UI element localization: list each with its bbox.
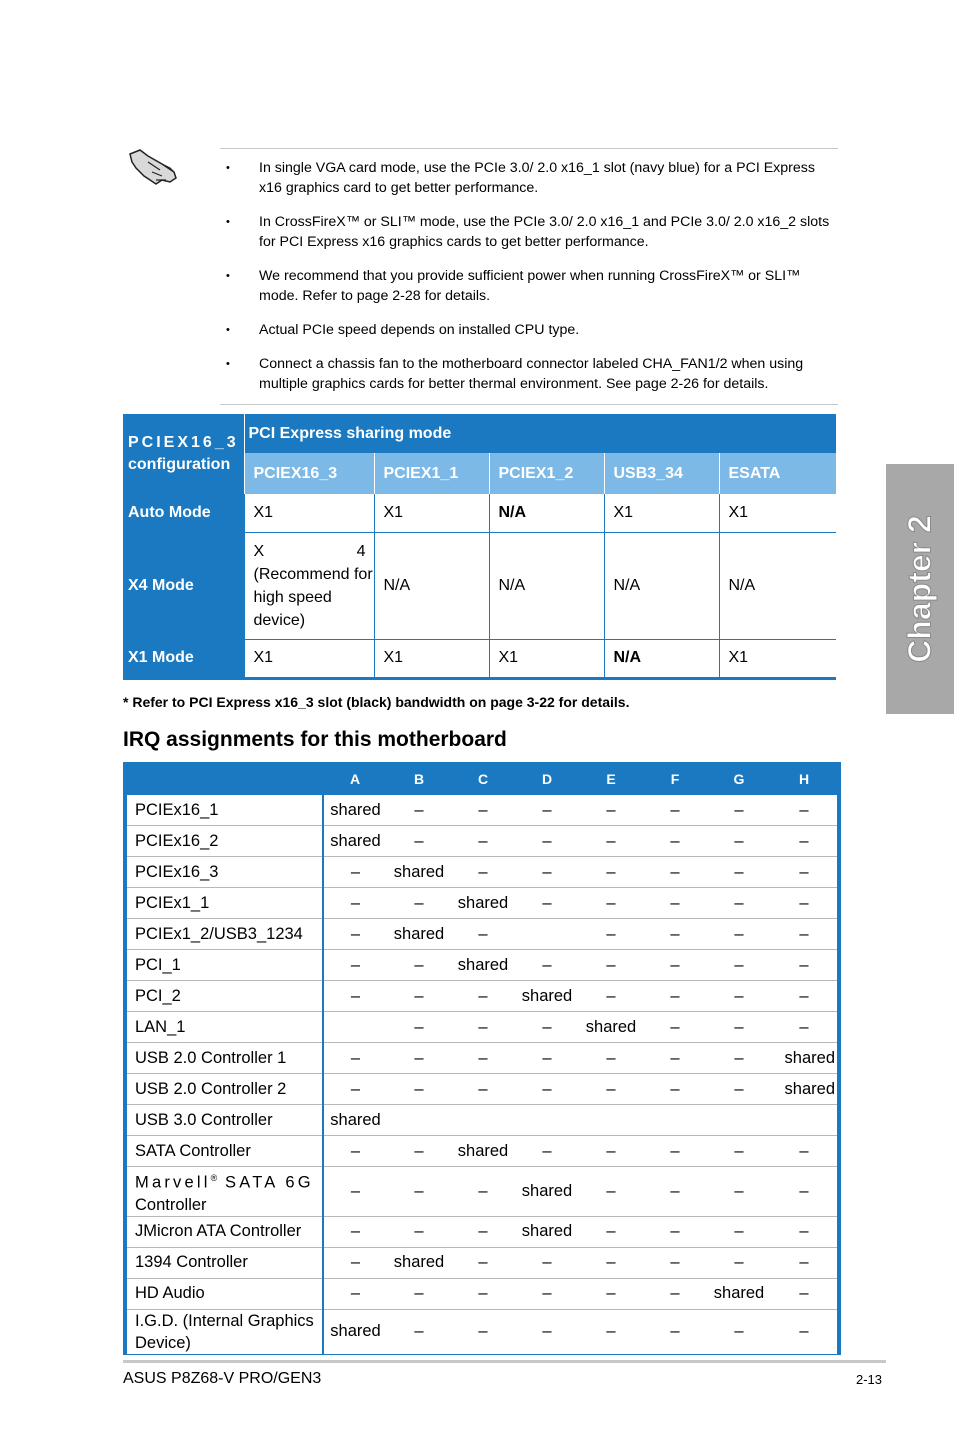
irq-cell: –	[323, 1074, 387, 1105]
irq-cell: shared	[771, 1043, 837, 1074]
table-row	[127, 1136, 837, 1167]
irq-cell: –	[323, 1167, 387, 1217]
pcie-row-label: X1 Mode	[128, 649, 194, 666]
irq-cell: –	[771, 826, 837, 857]
irq-cell: –	[707, 1136, 771, 1167]
irq-cell: –	[771, 1167, 837, 1217]
table-row	[127, 1167, 837, 1217]
irq-cell: –	[579, 795, 643, 826]
irq-device-name: USB 3.0 Controller	[127, 1105, 323, 1136]
irq-cell: –	[771, 919, 837, 950]
irq-cell: –	[387, 1278, 451, 1309]
irq-cell: –	[579, 1247, 643, 1278]
irq-cell: –	[579, 1216, 643, 1247]
irq-cell: –	[707, 1247, 771, 1278]
irq-cell	[771, 1105, 837, 1136]
pcie-row-label: X4 Mode	[128, 576, 194, 594]
irq-cell: –	[771, 857, 837, 888]
pcie-cell: X1	[244, 639, 374, 677]
irq-cell: –	[707, 1012, 771, 1043]
irq-cell: –	[643, 1278, 707, 1309]
table-row	[127, 981, 837, 1012]
pcie-corner-header: PCIEX16_3 configuration	[128, 434, 239, 473]
irq-cell: –	[579, 888, 643, 919]
pcie-col-header: PCIEX1_1	[374, 453, 489, 494]
irq-device-name: USB 2.0 Controller 2	[127, 1074, 323, 1105]
pcie-group-header: PCI Express sharing mode	[244, 414, 836, 453]
irq-cell: –	[643, 981, 707, 1012]
irq-cell: –	[643, 1074, 707, 1105]
pcie-cell: X1	[719, 639, 836, 677]
irq-cell: –	[387, 1074, 451, 1105]
irq-cell: –	[771, 981, 837, 1012]
irq-header-blank	[127, 762, 323, 795]
irq-device-name: PCI_2	[127, 981, 323, 1012]
pcie-sharing-table	[123, 414, 836, 680]
pcie-cell: N/A	[489, 532, 604, 639]
table-row	[127, 857, 837, 888]
irq-cell: –	[771, 950, 837, 981]
irq-col-header: H	[798, 770, 810, 787]
pcie-footnote: * Refer to PCI Express x16_3 slot (black) bandwidth on page 3-22 for details.	[123, 694, 630, 710]
irq-device-name: PCI_1	[127, 950, 323, 981]
irq-cell: –	[579, 857, 643, 888]
irq-cell: –	[707, 795, 771, 826]
pcie-cell: N/A	[604, 639, 719, 677]
irq-cell: –	[387, 888, 451, 919]
irq-cell: –	[579, 1167, 643, 1217]
irq-cell: –	[451, 981, 515, 1012]
irq-col-header: A	[349, 770, 361, 787]
irq-cell: shared	[515, 1216, 579, 1247]
irq-cell: –	[707, 1167, 771, 1217]
irq-cell: –	[451, 919, 515, 950]
pcie-cell: X1	[604, 494, 719, 532]
irq-cell	[707, 1105, 771, 1136]
irq-cell: –	[707, 826, 771, 857]
irq-cell: –	[643, 888, 707, 919]
irq-cell: –	[451, 795, 515, 826]
irq-cell	[515, 919, 579, 950]
irq-cell: –	[387, 1216, 451, 1247]
pcie-col-header: USB3_34	[604, 453, 719, 494]
irq-cell: –	[515, 1247, 579, 1278]
irq-cell: –	[451, 1278, 515, 1309]
pcie-cell: N/A	[374, 532, 489, 639]
irq-cell: –	[707, 857, 771, 888]
irq-cell: –	[579, 919, 643, 950]
irq-cell: –	[515, 826, 579, 857]
irq-cell: –	[515, 1012, 579, 1043]
irq-cell: –	[515, 857, 579, 888]
irq-col-header: G	[733, 770, 745, 787]
irq-cell: –	[451, 1309, 515, 1354]
irq-cell	[579, 1105, 643, 1136]
irq-cell: –	[451, 1074, 515, 1105]
table-row	[127, 1278, 837, 1309]
irq-cell: –	[707, 1216, 771, 1247]
table-row	[127, 1105, 837, 1136]
table-row	[127, 795, 837, 826]
irq-cell: –	[515, 795, 579, 826]
irq-cell: –	[323, 1278, 387, 1309]
irq-cell: –	[643, 1167, 707, 1217]
table-row	[127, 919, 837, 950]
irq-cell: shared	[323, 826, 387, 857]
irq-col-header: D	[541, 770, 553, 787]
irq-cell: –	[643, 1247, 707, 1278]
irq-cell: –	[323, 1247, 387, 1278]
irq-cell: –	[323, 1043, 387, 1074]
irq-cell: –	[643, 1309, 707, 1354]
footer-page-number: 2-13	[856, 1372, 883, 1387]
irq-cell: –	[643, 1043, 707, 1074]
irq-cell: –	[643, 919, 707, 950]
irq-device-name: PCIEx1_1	[127, 888, 323, 919]
irq-cell: –	[771, 1278, 837, 1309]
irq-device-name: JMicron ATA Controller	[127, 1216, 323, 1247]
irq-cell: shared	[451, 888, 515, 919]
irq-device-name: SATA Controller	[127, 1136, 323, 1167]
irq-cell: shared	[515, 981, 579, 1012]
pcie-cell: X1	[244, 494, 374, 532]
irq-cell: shared	[387, 857, 451, 888]
irq-table	[123, 762, 841, 1355]
pcie-cell: X1	[719, 494, 836, 532]
table-row	[127, 950, 837, 981]
irq-cell	[515, 1105, 579, 1136]
irq-device-name: LAN_1	[127, 1012, 323, 1043]
irq-cell: –	[515, 950, 579, 981]
irq-cell: –	[707, 1309, 771, 1354]
irq-cell: –	[643, 857, 707, 888]
table-row	[127, 1043, 837, 1074]
pcie-row-label: Auto Mode	[128, 504, 211, 521]
pcie-row-x4	[123, 532, 836, 639]
pcie-row-x1	[123, 639, 836, 677]
note-item: • Connect a chassis fan to the motherboard connector labeled CHA_FAN1/2 when using multiple graphics cards for better thermal environment. See page 2-26 for details.	[226, 356, 804, 392]
irq-cell: –	[771, 1309, 837, 1354]
irq-cell: –	[323, 857, 387, 888]
table-row	[127, 826, 837, 857]
irq-cell: –	[451, 1167, 515, 1217]
irq-cell: –	[451, 857, 515, 888]
pcie-cell: N/A	[604, 532, 719, 639]
irq-cell: –	[707, 1074, 771, 1105]
note-item: • In CrossFireX™ or SLI™ mode, use the PCIe 3.0/ 2.0 x16_1 and PCIe 3.0/ 2.0 x16_2 slots for PCI Express x16 graphics cards to get better performance.	[226, 214, 830, 250]
irq-cell: –	[515, 1309, 579, 1354]
irq-cell: –	[451, 1247, 515, 1278]
irq-cell: –	[643, 795, 707, 826]
pcie-row-auto	[123, 494, 836, 532]
pcie-cell: X1	[489, 639, 604, 677]
irq-cell: –	[771, 795, 837, 826]
irq-cell: –	[387, 826, 451, 857]
irq-section-title: IRQ assignments for this motherboard	[123, 728, 507, 751]
irq-device-name: PCIEx16_1	[127, 795, 323, 826]
irq-cell: –	[643, 950, 707, 981]
note-item: • We recommend that you provide sufficient power when running CrossFireX™ or SLI™ mode. Refer to page 2-28 for details.	[226, 268, 801, 304]
irq-cell: –	[387, 950, 451, 981]
irq-device-name: 1394 Controller	[127, 1247, 323, 1278]
irq-col-header: E	[606, 770, 616, 787]
irq-cell: –	[387, 981, 451, 1012]
irq-cell: –	[579, 1309, 643, 1354]
irq-device-name: PCIEx16_2	[127, 826, 323, 857]
irq-cell: –	[323, 888, 387, 919]
pcie-cell-x4-recommend: X 4 (Recommend for high speed device)	[244, 532, 374, 639]
irq-cell: –	[707, 981, 771, 1012]
irq-cell: –	[707, 950, 771, 981]
chapter-tab-label: Chapter 2	[901, 515, 938, 663]
irq-cell: shared	[387, 919, 451, 950]
irq-cell: shared	[323, 1309, 387, 1354]
chapter-tab	[886, 464, 954, 714]
irq-cell: –	[579, 981, 643, 1012]
irq-cell: –	[579, 1074, 643, 1105]
irq-cell: –	[323, 1216, 387, 1247]
irq-cell: –	[579, 1136, 643, 1167]
table-row	[127, 1309, 837, 1354]
irq-cell: –	[323, 950, 387, 981]
note-bottom-rule	[220, 404, 838, 405]
irq-cell	[323, 1012, 387, 1043]
irq-cell: –	[771, 1216, 837, 1247]
irq-device-name: USB 2.0 Controller 1	[127, 1043, 323, 1074]
irq-device-name: HD Audio	[127, 1278, 323, 1309]
irq-cell: shared	[579, 1012, 643, 1043]
irq-cell: –	[387, 1136, 451, 1167]
pcie-cell: N/A	[489, 494, 604, 532]
irq-cell: –	[579, 1043, 643, 1074]
pcie-cell: N/A	[719, 532, 836, 639]
irq-cell: shared	[515, 1167, 579, 1217]
irq-cell: –	[643, 826, 707, 857]
table-row	[127, 1247, 837, 1278]
irq-col-header: B	[413, 770, 425, 787]
irq-cell: –	[771, 1247, 837, 1278]
irq-col-header: C	[477, 770, 489, 787]
irq-cell: –	[515, 1043, 579, 1074]
table-row	[127, 888, 837, 919]
pcie-cell: X1	[374, 639, 489, 677]
footer-rule	[123, 1360, 886, 1363]
irq-cell: shared	[451, 950, 515, 981]
irq-cell: –	[707, 888, 771, 919]
pcie-cell: X1	[374, 494, 489, 532]
irq-cell: –	[579, 950, 643, 981]
irq-cell: –	[707, 1043, 771, 1074]
irq-cell: –	[451, 1043, 515, 1074]
note-top-rule	[220, 148, 838, 149]
irq-cell: –	[643, 1136, 707, 1167]
irq-cell: –	[451, 826, 515, 857]
irq-cell: –	[387, 795, 451, 826]
irq-cell: –	[515, 1278, 579, 1309]
irq-cell: shared	[387, 1247, 451, 1278]
irq-device-name: PCIEx1_2/USB3_1234	[127, 919, 323, 950]
irq-cell: shared	[451, 1136, 515, 1167]
irq-cell: –	[579, 826, 643, 857]
irq-cell: –	[387, 1012, 451, 1043]
note-item: • Actual PCIe speed depends on installed CPU type.	[226, 322, 580, 338]
irq-cell: –	[323, 981, 387, 1012]
irq-cell: shared	[771, 1074, 837, 1105]
irq-device-name: Marvell® SATA 6G Controller	[127, 1167, 323, 1217]
note-item: • In single VGA card mode, use the PCIe 3.0/ 2.0 x16_1 slot (navy blue) for a PCI Express x16 graphics card to get better performance.	[226, 160, 815, 196]
irq-cell: shared	[323, 1105, 387, 1136]
irq-cell: –	[643, 1216, 707, 1247]
irq-cell: shared	[707, 1278, 771, 1309]
irq-cell: shared	[323, 795, 387, 826]
irq-device-name: PCIEx16_3	[127, 857, 323, 888]
irq-cell	[387, 1105, 451, 1136]
table-row	[127, 1012, 837, 1043]
irq-cell	[451, 1105, 515, 1136]
irq-cell: –	[387, 1309, 451, 1354]
irq-cell: –	[323, 919, 387, 950]
pcie-col-header: PCIEX1_2	[489, 453, 604, 494]
table-row	[127, 1216, 837, 1247]
note-hand-icon	[126, 146, 180, 190]
irq-cell	[643, 1105, 707, 1136]
irq-cell: –	[387, 1043, 451, 1074]
pcie-col-header: PCIEX16_3	[244, 453, 374, 494]
irq-cell: –	[707, 919, 771, 950]
irq-cell: –	[451, 1216, 515, 1247]
irq-cell: –	[515, 1136, 579, 1167]
irq-cell: –	[579, 1278, 643, 1309]
irq-cell: –	[771, 1136, 837, 1167]
irq-cell: –	[451, 1012, 515, 1043]
pcie-col-header: ESATA	[719, 453, 836, 494]
irq-cell: –	[643, 1012, 707, 1043]
irq-cell: –	[515, 888, 579, 919]
irq-cell: –	[771, 888, 837, 919]
irq-cell: –	[387, 1167, 451, 1217]
irq-cell: –	[771, 1012, 837, 1043]
footer-model: ASUS P8Z68-V PRO/GEN3	[123, 1370, 322, 1387]
irq-col-header: F	[670, 770, 680, 787]
irq-device-name: I.G.D. (Internal Graphics Device)	[127, 1309, 323, 1354]
table-row	[127, 1074, 837, 1105]
irq-cell: –	[323, 1136, 387, 1167]
note-list	[220, 158, 840, 408]
irq-cell: –	[515, 1074, 579, 1105]
